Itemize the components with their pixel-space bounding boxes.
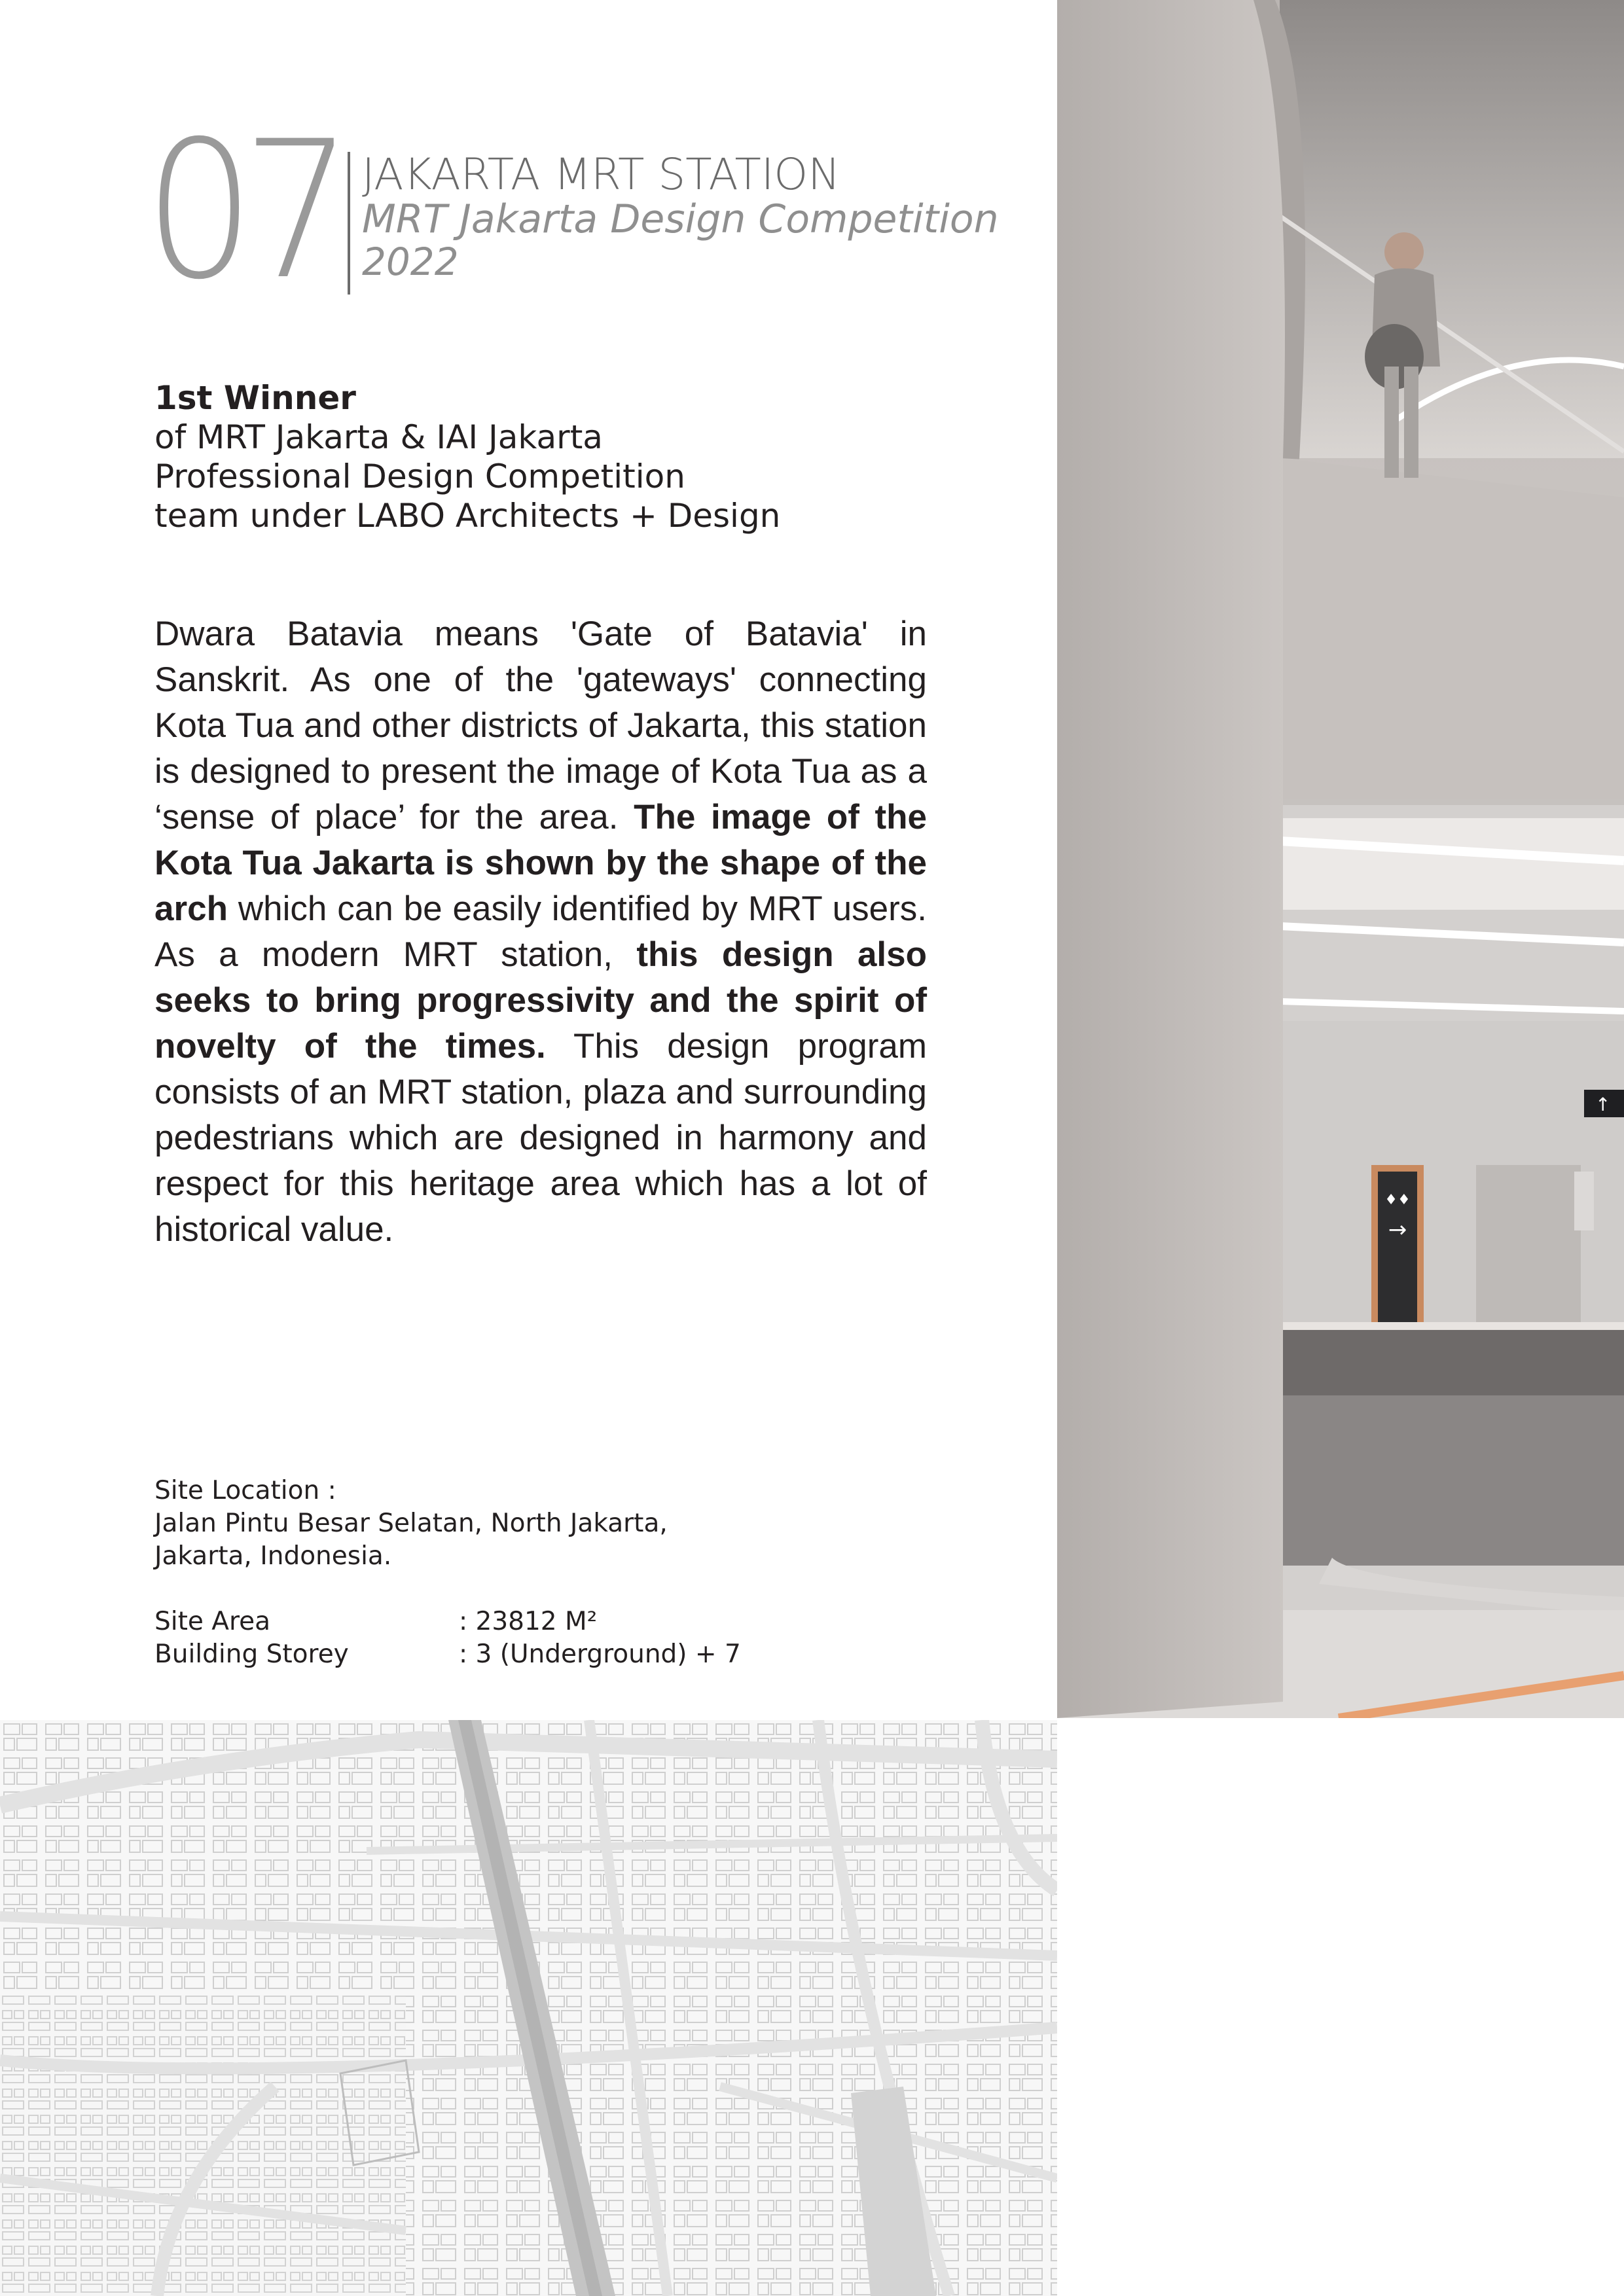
description-emphasis: The image of the Kota Tua Jakarta is shown by the shape of the arch	[154, 798, 928, 928]
site-location-label: Site Location :	[154, 1476, 336, 1505]
ceiling-panel	[1280, 818, 1624, 910]
description-text: which can be easily identified by MRT users. As a modern MRT station,	[154, 889, 927, 974]
project-title: JAKARTA MRT STATION	[362, 149, 840, 200]
site-area-row	[154, 1605, 668, 1638]
description-emphasis: this design also seeks to bring progressivity and the spirit of novelty of the times.	[154, 935, 927, 1066]
award-line: of MRT Jakarta & IAI Jakarta	[154, 418, 603, 456]
header-divider	[348, 152, 350, 295]
site-map-drawing	[0, 1720, 1057, 2296]
station-interior-render	[1057, 0, 1624, 1718]
site-location-line: Jakarta, Indonesia.	[154, 1541, 392, 1571]
building-storey-label: Building Storey	[154, 1640, 349, 1669]
site-map	[0, 1720, 1057, 2296]
wall-fixture	[1574, 1172, 1594, 1230]
svg-text:♦♦: ♦♦	[1384, 1192, 1411, 1208]
award-block	[154, 378, 780, 535]
award-line: Professional Design Competition	[154, 457, 685, 495]
site-location-line: Jalan Pintu Besar Selatan, North Jakarta,	[154, 1509, 668, 1538]
arrow-up-icon: ↑	[1595, 1094, 1611, 1115]
escalator-void	[1280, 1330, 1624, 1395]
map-dense-area	[0, 1995, 406, 2296]
project-subtitle: MRT Jakarta Design Competition	[362, 196, 999, 242]
glass-handrail	[1280, 1322, 1624, 1330]
concrete-column	[1057, 0, 1285, 1718]
project-description	[154, 611, 927, 1253]
award-line: team under LABO Architects + Design	[154, 497, 781, 535]
award-headline: 1st Winner	[154, 379, 356, 417]
site-area-label: Site Area	[154, 1607, 271, 1636]
site-area-value: : 23812 M²	[459, 1607, 598, 1636]
building-storey-row	[154, 1638, 741, 1671]
building-storey-value: : 3 (Underground) + 7	[459, 1640, 741, 1669]
balcony-wall	[1280, 458, 1624, 798]
svg-text:→: →	[1388, 1217, 1407, 1243]
door-panel	[1476, 1165, 1581, 1348]
title-block	[362, 149, 999, 284]
section-number: 07	[144, 101, 340, 321]
description-text: This design program consists of an MRT station, plaza and surrounding pedestrians which are designed in harmony and respect for this heritage area which has a lot of historical value.	[154, 1027, 927, 1249]
render-illustration	[1057, 0, 1624, 1718]
site-info	[154, 1475, 741, 1671]
project-year: 2022	[362, 240, 459, 284]
description-text: Dwara Batavia means 'Gate of Batavia' in Sanskrit. As one of the 'gateways' connecting Kota Tua and other districts of Jakarta, this station is designed to present the image of Kota Tua as a ‘sense of place’ for the area.	[154, 615, 927, 836]
escalator-glass	[1280, 1395, 1624, 1566]
